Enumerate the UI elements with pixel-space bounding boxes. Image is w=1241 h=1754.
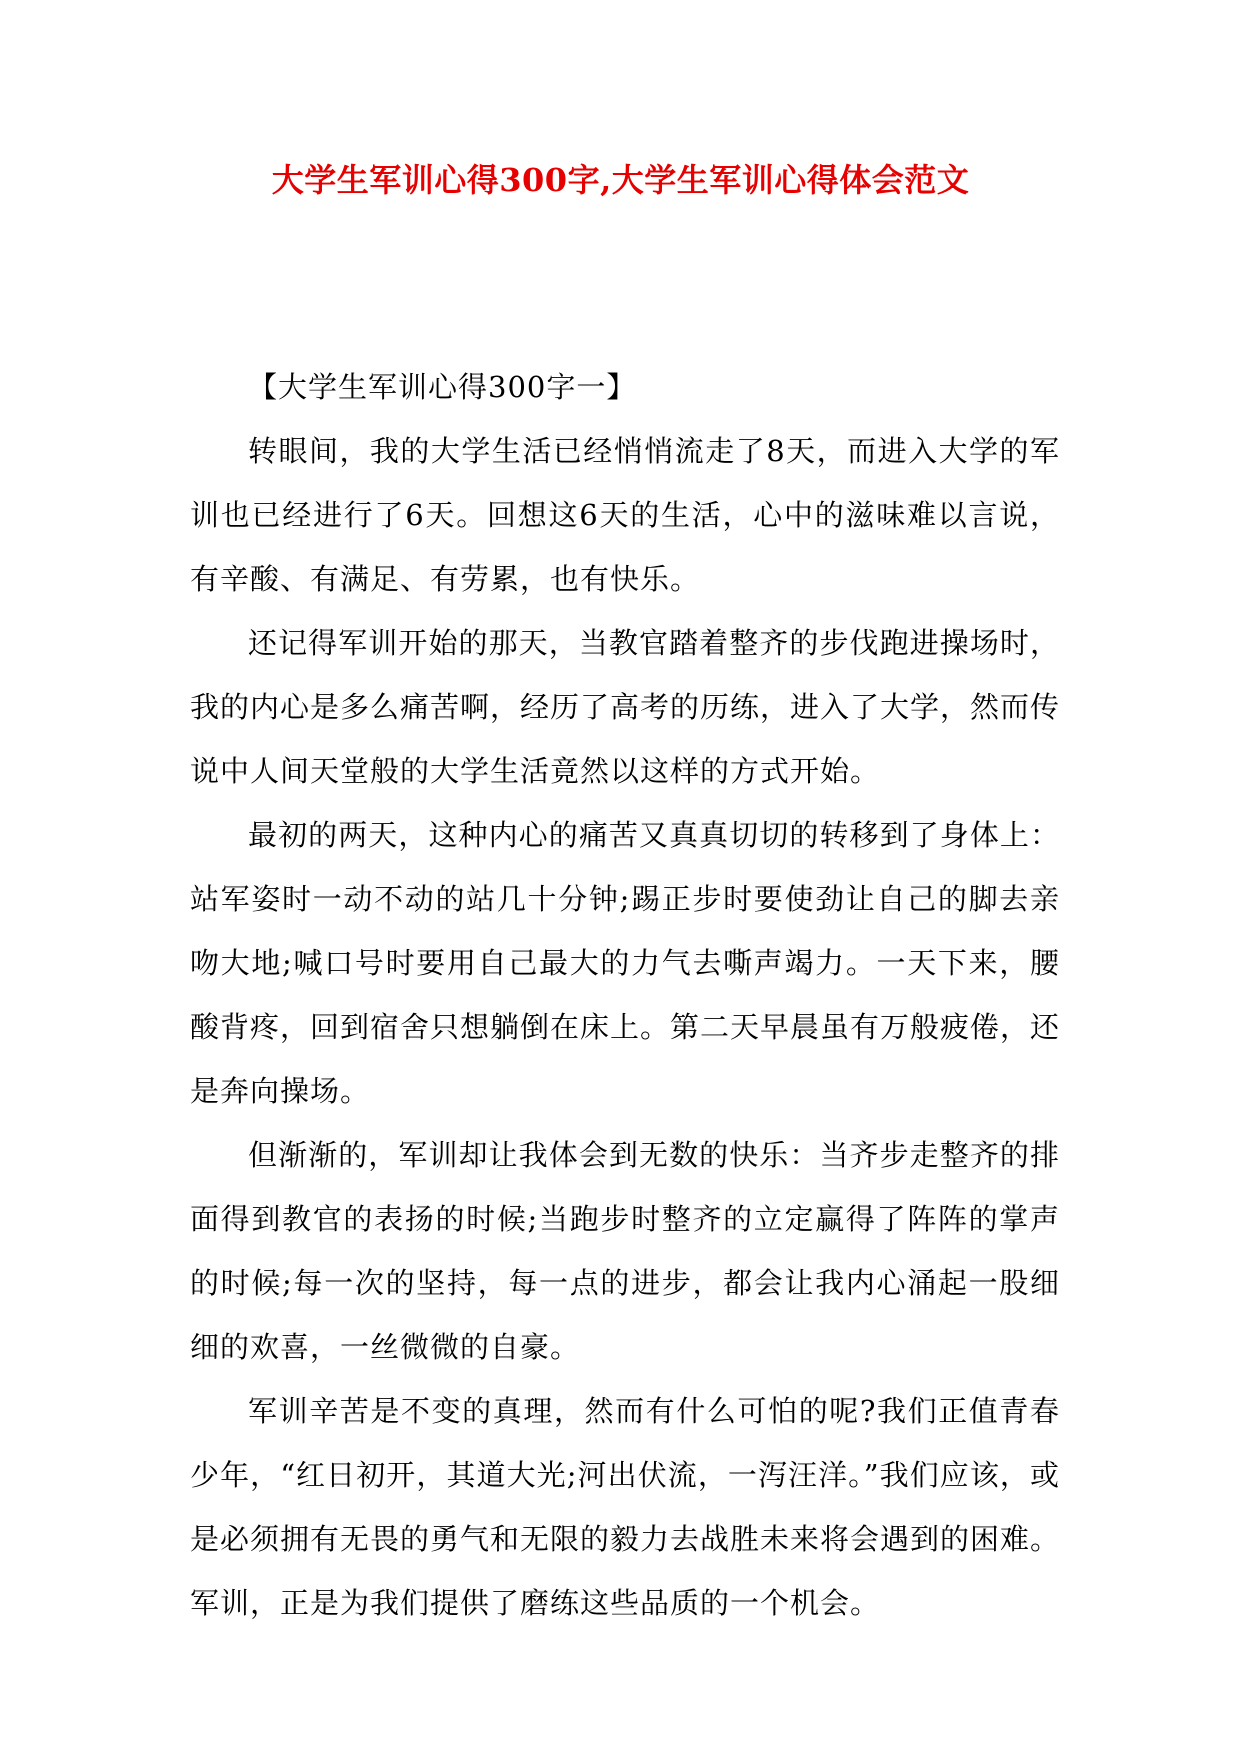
- paragraph: 还记得军训开始的那天，当教官踏着整齐的步伐跑进操场时，我的内心是多么痛苦啊，经历了高考的历练，进入了大学，然而传说中人间天堂般的大学生活竟然以这样的方式开始。: [190, 626, 1061, 788]
- document-title: 大学生军训心得300字,大学生军训心得体会范文: [271, 161, 970, 199]
- section-heading: 【大学生军训心得300字一】: [248, 370, 637, 404]
- paragraph: 转眼间，我的大学生活已经悄悄流走了8天，而进入大学的军训也已经进行了6天。回想这6天的生活，心中的滋味难以言说，有辛酸、有满足、有劳累，也有快乐。: [190, 434, 1060, 596]
- paragraph: 最初的两天，这种内心的痛苦又真真切切的转移到了身体上：站军姿时一动不动的站几十分钟;踢正步时要使劲让自己的脚去亲吻大地;喊口号时要用自己最大的力气去嘶声竭力。一天下来，腰酸背疼，回到宿舍只想躺倒在床上。第二天早晨虽有万般疲倦，还是奔向操场。: [190, 818, 1061, 1108]
- document-body: [190, 355, 1060, 1635]
- paragraph: 军训辛苦是不变的真理，然而有什么可怕的呢?我们正值青春少年，“红日初开，其道大光;河出伏流，一泻汪洋。”我们应该，或是必须拥有无畏的勇气和无限的毅力去战胜未来将会遇到的困难。军训，正是为我们提供了磨练这些品质的一个机会。: [190, 1394, 1061, 1620]
- paragraph: 但渐渐的，军训却让我体会到无数的快乐：当齐步走整齐的排面得到教官的表扬的时候;当跑步时整齐的立定赢得了阵阵的掌声的时候;每一次的坚持，每一点的进步，都会让我内心涌起一股细细的欢喜，一丝微微的自豪。: [190, 1138, 1060, 1364]
